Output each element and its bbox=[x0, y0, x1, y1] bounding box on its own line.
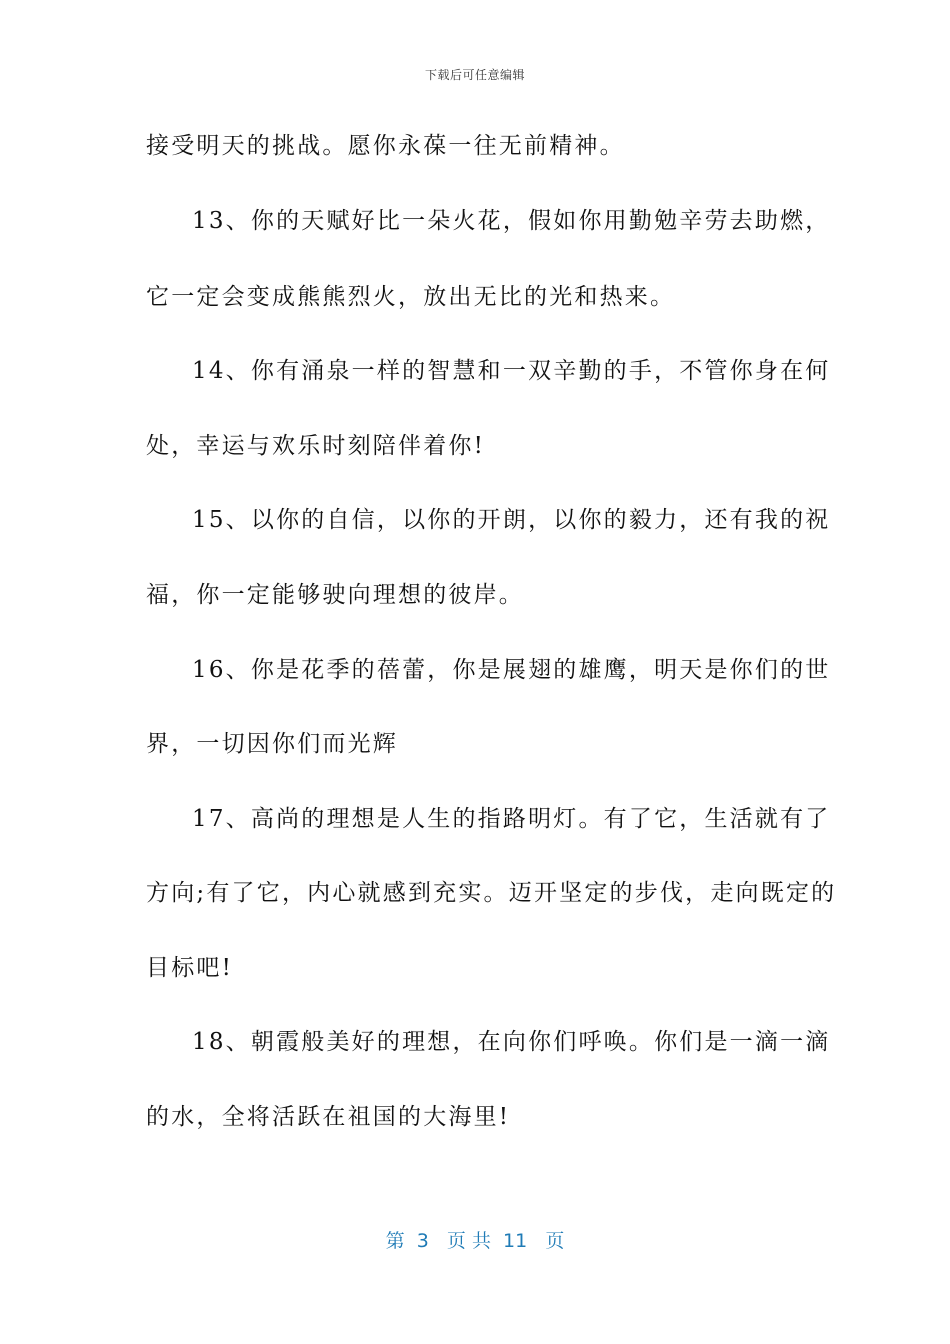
text-line: 13、你的天赋好比一朵火花，假如你用勤勉辛劳去助燃， bbox=[192, 208, 831, 234]
text-line: 方向;有了它，内心就感到充实。迈开坚定的步伐，走向既定的 bbox=[146, 880, 837, 906]
text-line: 它一定会变成熊熊烈火，放出无比的光和热来。 bbox=[146, 284, 676, 310]
text-line: 的水，全将活跃在祖国的大海里! bbox=[146, 1104, 511, 1130]
text-line: 14、你有涌泉一样的智慧和一双辛勤的手，不管你身在何 bbox=[192, 358, 831, 384]
text-line: 福，你一定能够驶向理想的彼岸。 bbox=[146, 582, 524, 608]
text-line: 17、高尚的理想是人生的指路明灯。有了它，生活就有了 bbox=[192, 806, 831, 832]
text-line: 16、你是花季的蓓蕾，你是展翅的雄鹰，明天是你们的世 bbox=[192, 657, 831, 683]
text-line: 处，幸运与欢乐时刻陪伴着你! bbox=[146, 433, 486, 459]
page-header: 下载后可任意编辑 bbox=[424, 68, 525, 82]
text-line: 15、以你的自信，以你的开朗，以你的毅力，还有我的祝 bbox=[192, 507, 831, 533]
page-number-footer: 第 3 页 共 11 页 bbox=[385, 1230, 565, 1252]
text-line: 接受明天的挑战。愿你永葆一往无前精神。 bbox=[146, 133, 625, 159]
text-line: 目标吧! bbox=[146, 955, 234, 981]
text-line: 18、朝霞般美好的理想，在向你们呼唤。你们是一滴一滴 bbox=[192, 1029, 831, 1055]
text-line: 界，一切因你们而光辉 bbox=[146, 731, 398, 757]
